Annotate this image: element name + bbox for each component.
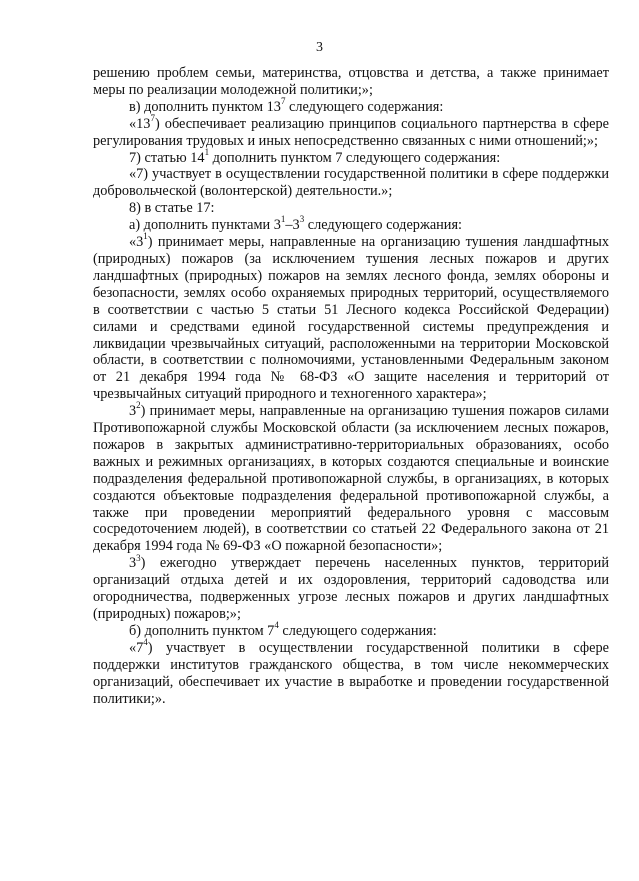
paragraph-text: ) принимает меры, направленные на организацию тушения пожаров силами Противопожарной службы Московской области (за исключением лесных пожаров, пожаров в закрытых административно-территориальных образованиях, особо важных и режимных организациях, в которых создаются специальные и воинские подразделения федеральной противопожарной службы, в организациях, в которых создаются объектовые подразделения федеральной противопожарной службы, а также при проведении мероприятий федерального уровня с массовым сосредоточением людей), в соответствии со статьей 22 Федерального закона от 21 декабря 1994 года № 69-ФЗ «О пожарной безопасности»; — [93, 403, 609, 555]
paragraph-text: следующего содержания: — [304, 217, 463, 234]
paragraph-continuation: решению проблем семьи, материнства, отцовства и детства, а также принимает меры по реализации молодежной политики;»; — [93, 65, 609, 98]
paragraph-text: дополнить пунктом 7 следующего содержания: — [209, 149, 501, 166]
superscript: 7 — [280, 96, 286, 107]
paragraph-text: следующего содержания: — [285, 98, 444, 115]
paragraph-amendment-v — [93, 96, 609, 116]
paragraph-text: ) обеспечивает реализацию принципов социального партнерства в сфере регулирования трудовых и иных непосредственно связанных с ними отношений;»; — [93, 115, 609, 149]
superscript: 1 — [143, 231, 148, 242]
paragraph-item-13-7 — [93, 112, 609, 150]
paragraph-item-7: «7) участвует в осуществлении государственной политики в сфере поддержки добровольческой (волонтерской) деятельности.»; — [93, 166, 609, 200]
page-number: 3 — [316, 40, 323, 55]
superscript: 3 — [299, 214, 305, 225]
paragraph-amendment-a — [93, 214, 609, 234]
paragraph-text: ) ежегодно утверждает перечень населенных пунктов, территорий организаций отдыха детей и их оздоровления, территорий садоводства или огородничества, подверженных угрозе лесных пожаров и других ландшафтных (природных) пожаров;»; — [93, 555, 609, 622]
superscript: 1 — [204, 146, 210, 157]
paragraph-text: ) принимает меры, направленные на организацию тушения ландшафтных (природных) пожаров (за исключением тушения лесных пожаров и других ландшафтных (природных) пожаров на землях лесного фонда, землях обороны и безопасности, землях особо охраняемых природных территорий, осуществляемого в соответствии с частью 5 статьи 51 Лесного кодекса Российской Федерации) силами и средствами единой государственной системы предупреждения и ликвидации чрезвычайных ситуаций, расположенными на территории Московской области, в соответствии с полномочиями, установленными Федеральным законом от 21 декабря 1994 года № 68-ФЗ «О защите населения и территорий от чрезвычайных ситуаций природного и техногенного характера»; — [93, 234, 609, 403]
paragraph-text: 7) статью 14 — [129, 149, 205, 166]
paragraph-text: «13 — [129, 115, 151, 132]
paragraph-text: «7 — [129, 639, 144, 656]
superscript: 3 — [136, 552, 141, 563]
paragraph-text: в) дополнить пунктом 13 — [129, 98, 281, 115]
superscript: 7 — [150, 112, 155, 123]
paragraph-item-3-1 — [93, 231, 609, 403]
superscript: 1 — [280, 214, 286, 225]
paragraph-amendment-b — [93, 620, 609, 640]
paragraph-text: б) дополнить пунктом 7 — [129, 622, 275, 639]
paragraph-article-14-1 — [93, 146, 609, 167]
paragraph-article-17: 8) в статье 17: — [129, 200, 215, 217]
paragraph-text: –3 — [285, 217, 300, 234]
paragraph-text: «3 — [129, 234, 144, 251]
document-body — [93, 65, 609, 707]
paragraph-item-3-3 — [93, 552, 609, 623]
paragraph-text: 3 — [129, 403, 137, 420]
paragraph-item-7-4 — [93, 637, 609, 708]
superscript: 2 — [136, 400, 141, 411]
paragraph-text: а) дополнить пунктами 3 — [129, 217, 281, 234]
paragraph-text: следующего содержания: — [278, 622, 437, 639]
superscript: 4 — [274, 620, 279, 631]
paragraph-item-3-2 — [93, 400, 609, 555]
paragraph-text: 3 — [129, 555, 137, 572]
paragraph-text: ) участвует в осуществлении государственной политики в сфере поддержки институтов гражданского общества, в том числе некоммерческих организаций, обеспечивает их участие в выработке и проведении государственной политики;». — [93, 639, 609, 707]
superscript: 4 — [143, 637, 148, 648]
